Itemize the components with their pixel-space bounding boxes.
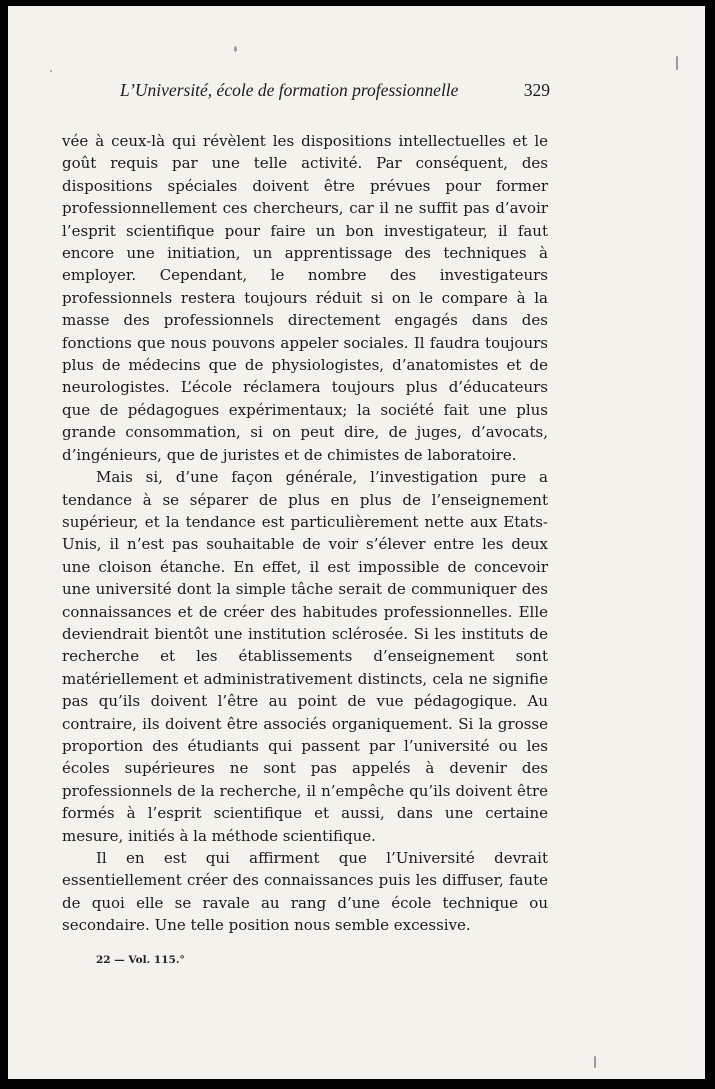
paragraph: Il en est qui affirment que l’Université devrait essentiellement créer des connaissances puis les diffuser, faute de quoi elle se ravale au rang d’une école technique ou secondaire. Une telle position nous semble excessive. xyxy=(62,849,548,935)
running-head xyxy=(120,80,550,101)
paper-speck xyxy=(50,70,52,72)
paper-speck xyxy=(234,46,237,52)
paper-speck xyxy=(676,56,678,70)
paragraph-continued: vée à ceux-là qui révèlent les dispositions intellectuelles et le goût requis par une telle activité. Par conséquent, des dispositions spéciales doivent être prévues pour former professionnellement ces chercheurs, car il ne suffit pas d’avoir l’esprit scientifique pour faire un bon investigateur, il faut encore une initiation, un apprentissage des techniques à employer. Cependant, le nombre des investigateurs professionnels restera toujours réduit si on le compare à la masse des professionnels directement engagés dans des fonctions que nous pouvons appeler sociales. Il faudra toujours plus de médecins que de physiologistes, d’anatomistes et de neurologistes. L’école réclamera toujours plus d’éducateurs que de pédagogues expérimentaux; la société fait une plus grande consommation, si on peut dire, de juges, d’avocats, d’ingénieurs, que de juristes et de chimistes de laboratoire. xyxy=(62,132,548,464)
book-page xyxy=(8,6,705,1079)
paragraph: Mais si, d’une façon générale, l’investigation pure a tendance à se séparer de plus en plus de l’enseignement supérieur, et la tendance est particulièrement nette aux Etats-Unis, il n’est pas souhaitable de voir s’élever entre les deux une cloison étanche. En effet, il est impossible de concevoir une université dont la simple tâche serait de communiquer des connaissances et de créer des habitudes professionnelles. Elle deviendrait bientôt une institution sclérosée. Si les instituts de recherche et les établissements d’enseignement sont matériellement et administrativement distincts, cela ne signifie pas qu’ils doivent l’être au point de vue pédagogique. Au contraire, ils doivent être associés organiquement. Si la grosse proportion des étudiants qui passent par l’université ou les écoles supérieures ne sont pas appelés à devenir des professionnels de la recherche, il n’empêche qu’ils doivent être formés à l’esprit scientifique et aussi, dans une certaine mesure, initiés à la méthode scientifique. xyxy=(62,468,548,845)
running-title: L’Université, école de formation professionnelle xyxy=(120,80,459,100)
page-number: 329 xyxy=(523,80,550,100)
paper-speck xyxy=(594,1056,596,1068)
signature-mark: 22 — Vol. 115.° xyxy=(96,954,185,966)
body-text xyxy=(62,130,548,937)
